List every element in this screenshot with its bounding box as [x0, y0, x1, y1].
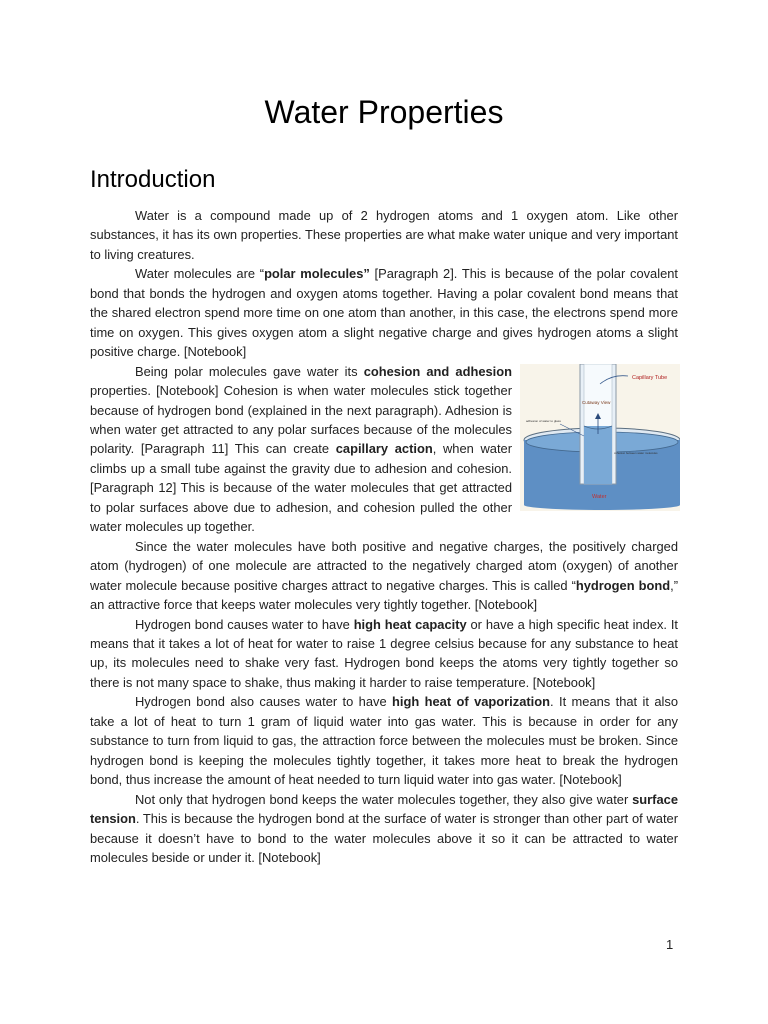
tube-water-column [584, 426, 612, 484]
bold-term: surface tension [90, 791, 678, 827]
bold-term: high heat of vaporization [392, 694, 551, 710]
bold-term: hydrogen bond [575, 577, 671, 593]
text-run: Hydrogen bond also causes water to have [135, 694, 393, 710]
text-run: ,” an attractive force that keeps water molecules very tightly together. [Notebook] [90, 577, 678, 613]
page-title: Water Properties [264, 94, 504, 130]
paragraph [90, 615, 678, 693]
paragraph [90, 362, 678, 537]
capillary-diagram [520, 364, 680, 511]
text-run: Not only that hydrogen bond keeps the water molecules together, they also give water [135, 791, 633, 807]
section-heading: Introduction [90, 166, 216, 193]
page-number: 1 [666, 937, 674, 952]
paragraph [90, 206, 678, 264]
tank-bottom [524, 500, 680, 510]
bold-term: polar molecules” [264, 266, 370, 282]
body-text [90, 206, 678, 867]
capillary-tube-label: Capillary Tube [632, 374, 668, 381]
text-run: Since the water molecules have both positive and negative charges, the positively charged atom (hydrogen) of one molecule are attracted to the negatively charged atom (oxygen) of another water molecule because positive charges attract to negative charges. This is called “ [90, 538, 678, 593]
bold-term: capillary action [335, 441, 433, 457]
text-run: [Paragraph 2]. This is because of the polar covalent bond that bonds the hydrogen and oxygen atoms together. Having a polar covalent bond means that the shared electron spend more time on one atom than another, in this case, the electrons spend more time on oxygen. This gives oxygen atom a slight negative charge and gives hydrogen atoms a slight positive charge. [Notebook] [90, 266, 679, 360]
text-run: or have a high specific heat index. It means that it takes a lot of heat for water to raise 1 degree celsius because for any substance to heat up, its molecules need to shake very fast. Hydrogen bond keeps the atoms very tightly together so there is not many space to shake, thus making it harder to raise temperature. [Notebook] [90, 616, 678, 690]
cutaway-label: Cutaway View [582, 399, 611, 405]
bold-term: cohesion and adhesion [363, 363, 512, 379]
text-run: properties. [Notebook] Cohesion is when water molecules stick together because of hydrogen bond (explained in the next paragraph). Adhesion is when water get attracted to any polar surfaces because of the molecules polarity. [Paragraph 11] This can create [90, 383, 512, 457]
capillary-action-figure [520, 364, 680, 511]
adhesion-label: adhesion of water to glass [526, 418, 561, 423]
paragraph [90, 692, 678, 789]
water-label: Water [592, 493, 607, 500]
paragraph [90, 537, 678, 615]
text-run: Water molecules are “ [135, 266, 265, 282]
bold-term: high heat capacity [353, 616, 467, 632]
text-run: Being polar molecules gave water its [135, 363, 364, 379]
cohesion-label: cohesion between water molecules [614, 450, 658, 455]
paragraph [90, 264, 678, 361]
text-run: . It means that it also take a lot of heat to turn 1 gram of liquid water into gas water. This is because in order for any substance to turn from liquid to gas, the attraction force between the molecules must be broken. Since hydrogen bond is keeping the molecules tightly together, it takes more heat to break the hydrogen bond, thus increase the amount of heat needed to turn liquid water into gas water. [Notebook] [90, 694, 679, 788]
text-run: , when water climbs up a small tube against the gravity due to adhesion and cohesion. [Paragraph 12] This is because of the water molecules that get attracted to polar surfaces above due to adhesion, and cohesion pulled the other water molecules up together. [90, 441, 513, 535]
text-run: . This is because the hydrogen bond at the surface of water is stronger than other part of water because it doesn’t have to bond to the water molecules above it so it can be attracted to water molecules beside or under it. [Notebook] [90, 811, 678, 865]
paragraph [90, 790, 678, 868]
text-run: Hydrogen bond causes water to have [135, 616, 354, 632]
text-run: Water is a compound made up of 2 hydrogen atoms and 1 oxygen atom. Like other substances, it has its own properties. These properties are what make water unique and very important to living creatures. [90, 208, 678, 262]
